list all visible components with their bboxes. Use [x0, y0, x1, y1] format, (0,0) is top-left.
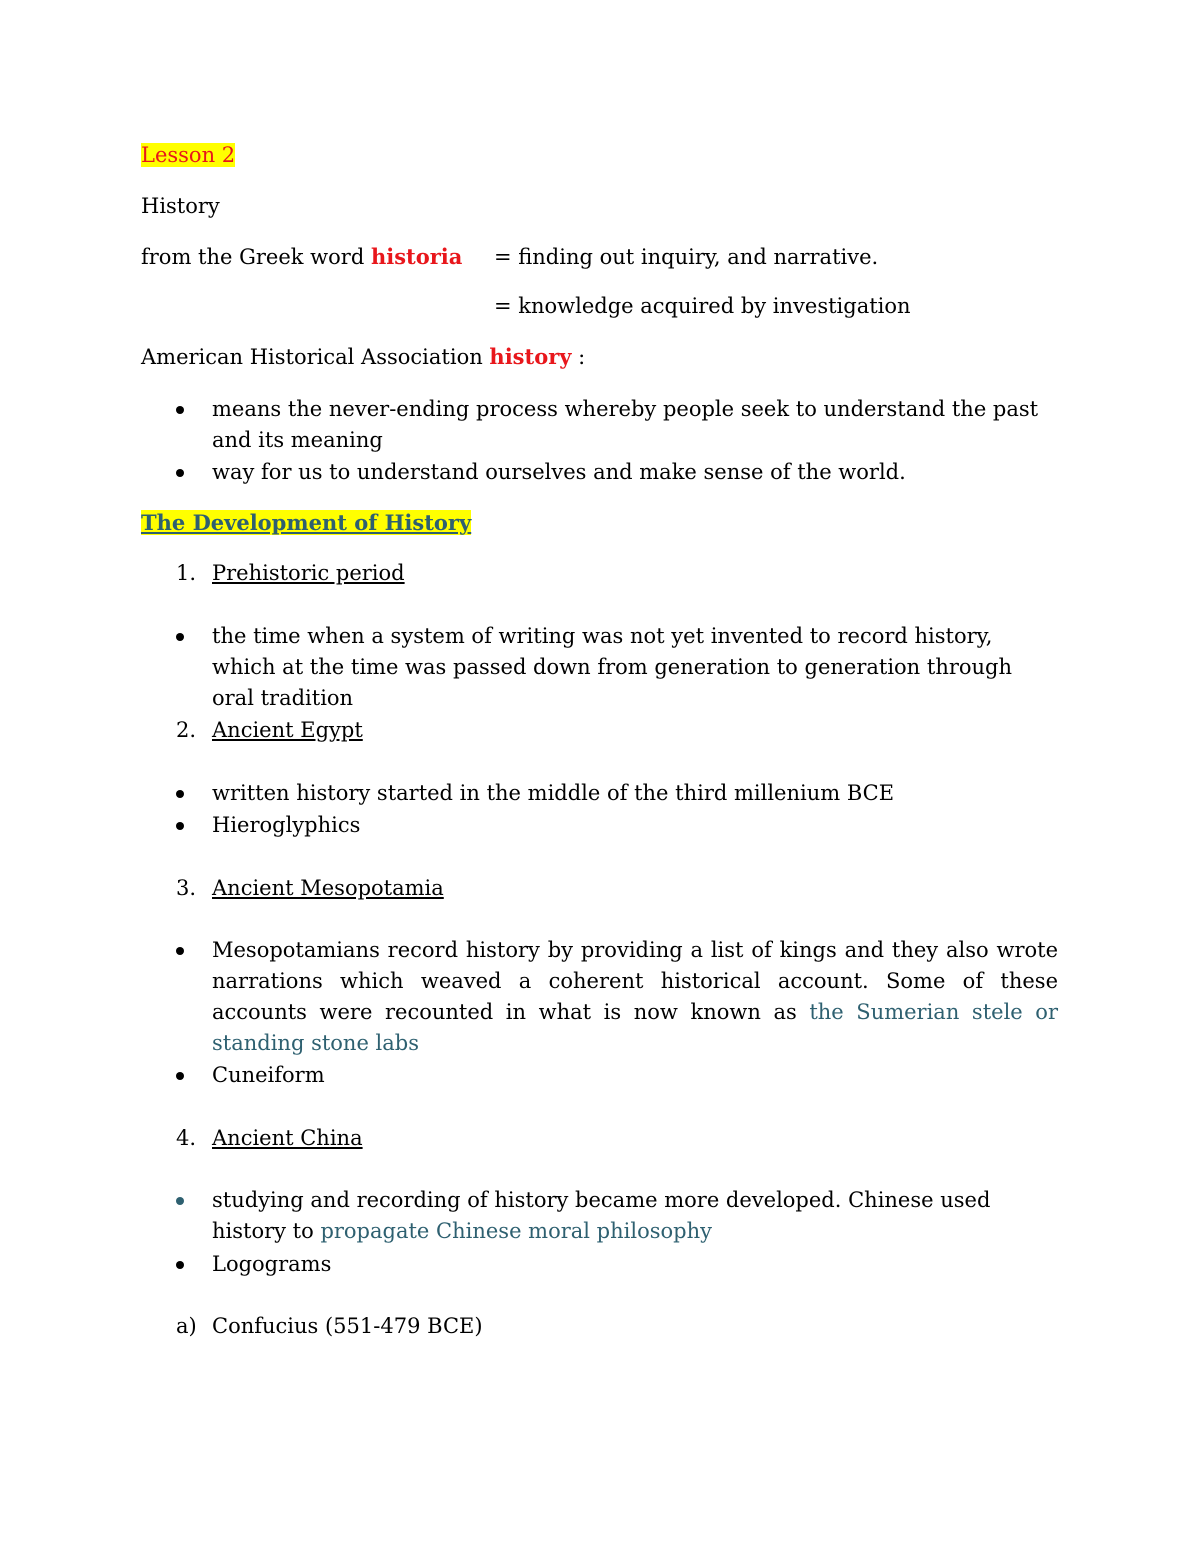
- sub-item-text: Confucius (551-479 BCE): [212, 1314, 483, 1338]
- section-4-bullet-1: [212, 1185, 1058, 1247]
- aha-line: [141, 344, 585, 370]
- section-3-bullet-1-text: Mesopotamians record history by providing a list of kings and they also wrote narrations which weaved a coherent historical account. Some of these accounts were recounted in what is now known as: [212, 938, 1058, 1024]
- section-3-bullet-1: [212, 935, 1058, 1059]
- development-heading-text: The Development of History: [141, 510, 472, 535]
- section-2-number: 2.: [176, 718, 197, 742]
- aha-bullet-2: way for us to understand ourselves and make sense of the world.: [212, 460, 906, 484]
- section-4-bullet-2: Logograms: [212, 1252, 332, 1276]
- definition-term: historia: [370, 244, 463, 269]
- development-heading: [141, 510, 471, 536]
- section-1-number: 1.: [176, 561, 197, 585]
- bullet-icon: [176, 469, 184, 477]
- section-4-bullet-1-text: studying and recording of history became more developed. Chinese used history to: [212, 1188, 991, 1243]
- bullet-icon: [176, 1072, 184, 1080]
- section-1-bullet-1: the time when a system of writing was not yet invented to record history, which at the time was passed down from generation to generation through oral tradition: [212, 624, 1013, 710]
- aha-prefix: American Historical Association: [141, 345, 490, 369]
- section-4-number: 4.: [176, 1126, 197, 1150]
- bullet-icon: [176, 947, 184, 955]
- lesson-title: [141, 142, 235, 168]
- bullet-icon: [176, 790, 184, 798]
- section-3-bullet-1-highlight: the Sumerian stele or standing stone labs: [212, 1000, 1058, 1055]
- definition-meaning-1: = finding out inquiry, and narrative.: [494, 245, 879, 269]
- section-1-title: Prehistoric period: [212, 561, 405, 585]
- bullet-icon: [176, 822, 184, 830]
- bullet-icon: [176, 633, 184, 641]
- section-4-bullet-1-highlight: propagate Chinese moral philosophy: [320, 1219, 712, 1243]
- section-4-title: Ancient China: [212, 1126, 363, 1150]
- bullet-icon: [176, 1261, 184, 1269]
- aha-suffix: :: [571, 345, 586, 369]
- aha-bullet-1: means the never-ending process whereby people seek to understand the past and its meaning: [212, 397, 1039, 452]
- bullet-icon: [176, 1197, 184, 1205]
- aha-term: history: [489, 344, 572, 369]
- section-3-number: 3.: [176, 876, 197, 900]
- definition-prefix: from the Greek word: [141, 245, 371, 269]
- section-2-bullet-1: written history started in the middle of the third millenium BCE: [212, 781, 895, 805]
- sub-item-label: a): [176, 1314, 197, 1338]
- section-3-title: Ancient Mesopotamia: [212, 876, 444, 900]
- section-3-bullet-2: Cuneiform: [212, 1063, 325, 1087]
- definition-meaning-2: = knowledge acquired by investigation: [494, 294, 911, 318]
- lesson-title-text: Lesson 2: [141, 143, 236, 167]
- section-2-bullet-2: Hieroglyphics: [212, 813, 361, 837]
- section-2-title: Ancient Egypt: [212, 718, 363, 742]
- bullet-icon: [176, 406, 184, 414]
- definition-line: [141, 244, 462, 270]
- topic-heading: History: [141, 194, 220, 218]
